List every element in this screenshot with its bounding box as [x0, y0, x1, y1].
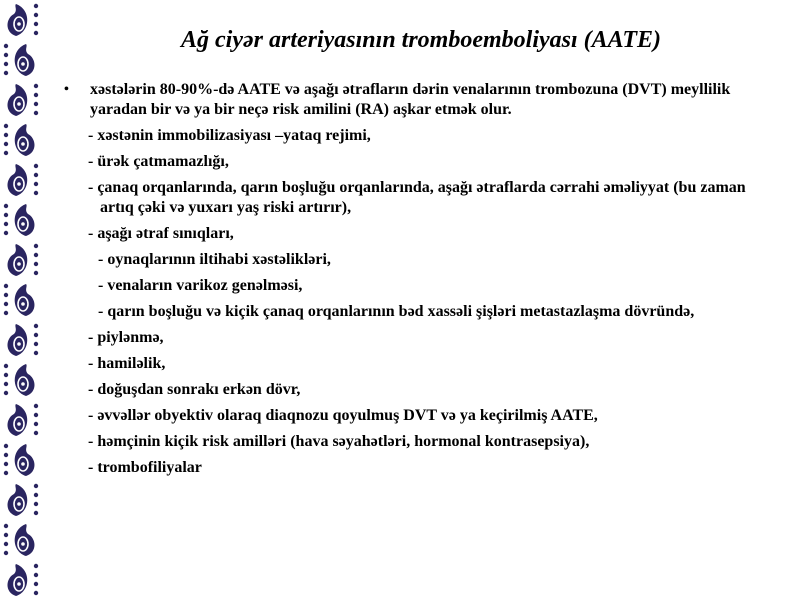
list-item: [64, 276, 778, 296]
paisley-motif: [8, 84, 39, 116]
list-item-text: - aşağı ətraf sınıqları,: [88, 225, 234, 242]
list-item: [64, 328, 768, 348]
paisley-motif: [8, 484, 39, 516]
list-item: [64, 406, 768, 426]
list-item-text: - ürək çatmamazlığı,: [88, 153, 229, 170]
list-item: [64, 152, 768, 172]
list-item: [64, 302, 778, 322]
paisley-motif: [4, 204, 35, 236]
paisley-motif: [4, 444, 35, 476]
slide-content: [64, 80, 784, 478]
list-item-text: - venaların varikoz genəlməsi,: [98, 277, 303, 294]
list-item: [64, 354, 768, 374]
paisley-motif: [4, 524, 35, 556]
paisley-motif: [4, 284, 35, 316]
list-item-text: - doğuşdan sonrakı erkən dövr,: [88, 381, 301, 398]
list-item-text: - xəstənin immobilizasiyası –yataq rejimi,: [88, 127, 371, 144]
paisley-motif: [8, 324, 39, 356]
list-item-text: - çanaq orqanlarında, qarın boşluğu orqanlarında, aşağı ətraflarda cərrahi əməliyyat (bu zaman artıq çəki və yuxarı yaş riski artırır),: [88, 179, 746, 216]
list-item-text: - hamiləlik,: [88, 355, 166, 372]
bullet-icon: •: [64, 82, 69, 97]
list-item-text: - əvvəllər obyektiv olaraq diaqnozu qoyulmuş DVT və ya keçirilmiş AATE,: [88, 407, 598, 424]
list-item: [64, 458, 768, 478]
paisley-motif: [8, 164, 39, 196]
paisley-motif: [8, 404, 39, 436]
paisley-motif: [8, 564, 39, 596]
list-item-text: - həmçinin kiçik risk amilləri (hava səyahətləri, hormonal kontrasepsiya),: [88, 433, 590, 450]
paisley-motif: [8, 244, 39, 276]
list-item-text: - piylənmə,: [88, 329, 164, 346]
list-item-text: - qarın boşluğu və kiçik çanaq orqanlarının bəd xassəli şişləri metastazlaşma dövründə,: [98, 303, 695, 320]
list-item: [64, 250, 778, 270]
slide: [42, 0, 800, 600]
paisley-motif: [4, 44, 35, 76]
list-item: [64, 224, 768, 244]
list-item: [64, 178, 768, 218]
paisley-motif: [4, 124, 35, 156]
list-item-text: - trombofiliyalar: [88, 459, 202, 476]
intro-row: [64, 80, 784, 120]
paisley-motif: [4, 364, 35, 396]
decorative-border: [0, 0, 42, 600]
list-item: [64, 432, 768, 452]
slide-title: Ağ ciyər arteriyasının tromboemboliyası (AATE): [181, 27, 661, 53]
intro-text: xəstələrin 80-90%-də AATE və aşağı ətrafların dərin venalarının trombozuna (DVT) meyllilik yaradan bir və ya bir neçə risk amilini (RA) aşkar etmək olur.: [90, 81, 731, 118]
paisley-motif: [8, 4, 39, 36]
paisley-border-icon: [0, 0, 42, 600]
list-item: [64, 126, 768, 146]
list-item-text: - oynaqlarının iltihabi xəstəlikləri,: [98, 251, 331, 268]
list-item: [64, 380, 768, 400]
